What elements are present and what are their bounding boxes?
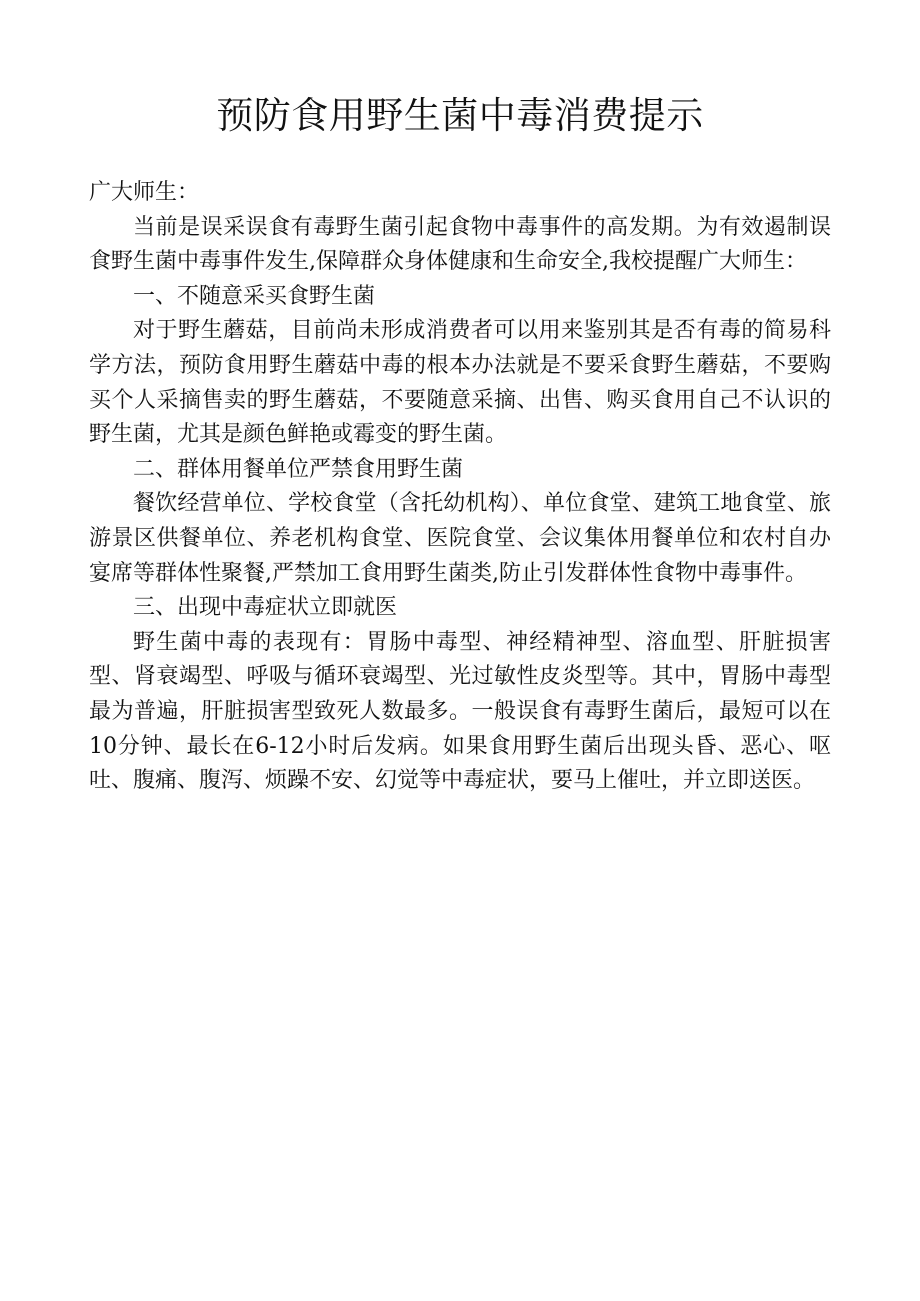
salutation: 广大师生： — [89, 180, 200, 205]
section-heading-3: 三、出现中毒症状立即就医 — [133, 595, 398, 621]
section-body-2: 餐饮经营单位、学校食堂（含托幼机构）、单位食堂、建筑工地食堂、旅游景区供餐单位、养老机构食堂、医院食堂、会议集体用餐单位和农村自办宴席等群体性聚餐,严禁加工食用野生菌类,防止引发群体性食物中毒事件。 — [89, 491, 831, 586]
document-body — [89, 176, 831, 799]
section-body-1: 对于野生蘑菇，目前尚未形成消费者可以用来鉴别其是否有毒的简易科学方法，预防食用野生蘑菇中毒的根本办法就是不要采食野生蘑菇，不要购买个人采摘售卖的野生蘑菇，不要随意采摘、出售、购买食用自己不认识的野生菌，尤其是颜色鲜艳或霉变的野生菌。 — [89, 318, 831, 448]
intro-paragraph: 当前是误采误食有毒野生菌引起食物中毒事件的高发期。为有效遏制误食野生菌中毒事件发生,保障群众身体健康和生命安全,我校提醒广大师生： — [89, 214, 831, 275]
section-heading-2: 二、群体用餐单位严禁食用野生菌 — [133, 456, 464, 482]
section-body-3: 野生菌中毒的表现有：胃肠中毒型、神经精神型、溶血型、肝脏损害型、肾衰竭型、呼吸与循环衰竭型、光过敏性皮炎型等。其中，胃肠中毒型最为普遍，肝脏损害型致死人数最多。一般误食有毒野生菌后，最短可以在10分钟、最长在6-12小时后发病。如果食用野生菌后出现头昏、恶心、呕吐、腹痛、腹泻、烦躁不安、幻觉等中毒症状，要马上催吐，并立即送医。 — [89, 629, 831, 794]
section-heading-1: 一、不随意采买食野生菌 — [133, 283, 376, 309]
document-title: 预防食用野生菌中毒消费提示 — [216, 94, 704, 137]
